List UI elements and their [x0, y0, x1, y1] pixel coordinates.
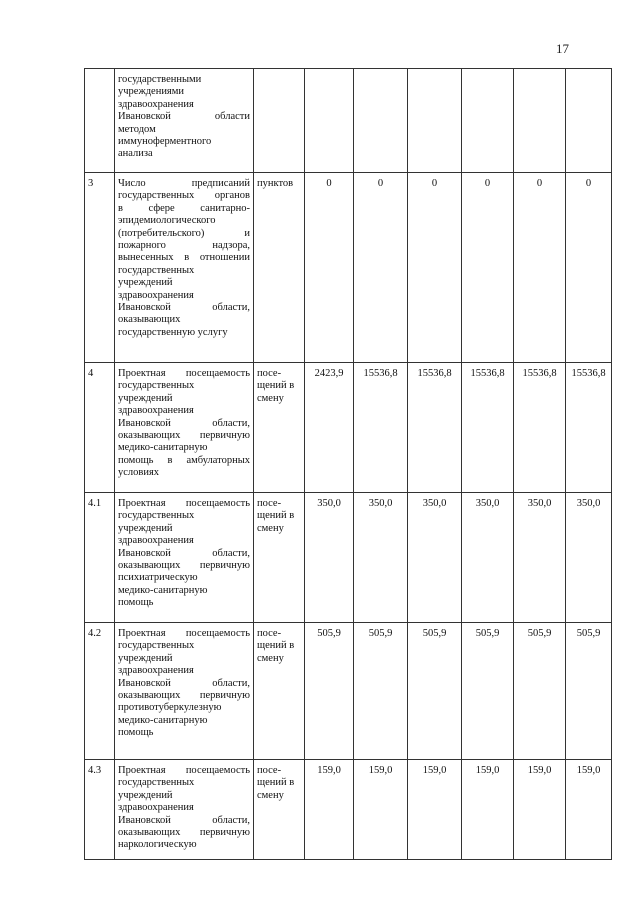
value-cell: 159,0	[462, 760, 514, 860]
table-row	[85, 173, 612, 363]
description-line: Проектная посещаемость	[118, 498, 250, 509]
description-line: оказывающих первичную	[118, 827, 250, 839]
value-cell: 159,0	[354, 760, 408, 860]
value-cell: 505,9	[462, 623, 514, 760]
value-cell: 350,0	[354, 493, 408, 623]
description-line: учреждениями	[118, 86, 185, 98]
description-line: государственных	[118, 510, 195, 522]
value-cell: 350,0	[305, 493, 354, 623]
description-line: Ивановской области,	[118, 302, 250, 314]
table-row	[85, 363, 612, 493]
description-line: Проектная посещаемость	[118, 368, 250, 379]
unit-cell: посе-щений в смену	[254, 760, 305, 860]
description-line: государственную услугу	[118, 326, 228, 338]
value-cell: 2423,9	[305, 363, 354, 493]
value-cell	[462, 69, 514, 173]
description-line: государственных	[118, 380, 195, 392]
description-line: (потребительского) и	[118, 227, 250, 239]
value-cell	[566, 69, 612, 173]
description-line: государственных	[118, 777, 195, 789]
value-cell: 0	[514, 173, 566, 363]
description-line: здравоохранения	[118, 665, 194, 677]
value-cell: 15536,8	[408, 363, 462, 493]
table-row	[85, 623, 612, 760]
value-cell: 159,0	[566, 760, 612, 860]
description-line: оказывающих первичную	[118, 560, 250, 572]
indicator-description-cell	[115, 363, 254, 493]
value-cell: 505,9	[408, 623, 462, 760]
value-cell: 159,0	[408, 760, 462, 860]
description-line: государственных	[118, 264, 195, 276]
value-cell: 0	[354, 173, 408, 363]
description-line: учреждений	[118, 522, 173, 534]
row-number-cell	[85, 69, 115, 173]
value-cell: 505,9	[566, 623, 612, 760]
description-line: Проектная посещаемость	[118, 765, 250, 776]
indicator-description-cell	[115, 493, 254, 623]
unit-cell: пунктов	[254, 173, 305, 363]
description-line: помощь	[118, 727, 154, 739]
value-cell: 350,0	[514, 493, 566, 623]
value-cell: 505,9	[305, 623, 354, 760]
row-number-cell: 3	[85, 173, 115, 363]
value-cell: 159,0	[305, 760, 354, 860]
description-line: медико-санитарную	[118, 714, 208, 726]
value-cell: 505,9	[354, 623, 408, 760]
description-line: оказывающих первичную	[118, 430, 250, 442]
unit-cell	[254, 69, 305, 173]
unit-cell: посе-щений в смену	[254, 363, 305, 493]
value-cell: 350,0	[408, 493, 462, 623]
indicator-description-cell	[115, 173, 254, 363]
description-line: Ивановской области,	[118, 417, 250, 429]
value-cell: 159,0	[514, 760, 566, 860]
value-cell: 15536,8	[514, 363, 566, 493]
description-line: Число предписаний	[118, 178, 250, 189]
indicators-table	[84, 68, 612, 860]
description-line: здравоохранения	[118, 98, 194, 110]
table-row	[85, 69, 612, 173]
description-line: учреждений	[118, 652, 173, 664]
description-line: Проектная посещаемость	[118, 628, 250, 639]
description-line: условиях	[118, 467, 160, 479]
description-line: Ивановской области,	[118, 677, 250, 689]
row-number-cell: 4.2	[85, 623, 115, 760]
description-line: наркологическую	[118, 839, 197, 851]
table-row	[85, 493, 612, 623]
row-number-cell: 4	[85, 363, 115, 493]
description-line: государственных органов	[118, 190, 250, 202]
description-line: вынесенных в отношении	[118, 252, 250, 264]
indicator-description-cell	[115, 760, 254, 860]
table-row	[85, 760, 612, 860]
description-line: оказывающих первичную	[118, 690, 250, 702]
description-line: помощь	[118, 597, 154, 609]
description-line: психиатрическую	[118, 572, 198, 584]
description-line: государственных	[118, 640, 195, 652]
value-cell	[354, 69, 408, 173]
row-number-cell: 4.1	[85, 493, 115, 623]
description-line: иммуноферментного	[118, 136, 212, 148]
description-line: учреждений	[118, 277, 173, 289]
description-line: в сфере санитарно-	[118, 202, 250, 214]
description-line: здравоохранения	[118, 405, 194, 417]
page-number: 17	[556, 41, 569, 56]
description-line: здравоохранения	[118, 289, 194, 301]
unit-cell: посе-щений в смену	[254, 493, 305, 623]
value-cell: 350,0	[566, 493, 612, 623]
description-line: противотуберкулезную	[118, 702, 222, 714]
value-cell	[305, 69, 354, 173]
description-line: Ивановской области	[118, 111, 250, 123]
description-line: Ивановской области,	[118, 547, 250, 559]
value-cell: 505,9	[514, 623, 566, 760]
description-line: пожарного надзора,	[118, 240, 250, 252]
description-line: помощь в амбулаторных	[118, 454, 250, 466]
description-line: Ивановской области,	[118, 814, 250, 826]
description-line: учреждений	[118, 392, 173, 404]
value-cell: 15536,8	[354, 363, 408, 493]
row-number-cell: 4.3	[85, 760, 115, 860]
description-line: здравоохранения	[118, 802, 194, 814]
value-cell: 0	[566, 173, 612, 363]
description-line: государственными	[118, 74, 202, 85]
description-line: оказывающих	[118, 314, 181, 326]
unit-cell: посе-щений в смену	[254, 623, 305, 760]
description-line: учреждений	[118, 789, 173, 801]
description-line: медико-санитарную	[118, 584, 208, 596]
description-line: методом	[118, 123, 156, 135]
description-line: медико-санитарную	[118, 442, 208, 454]
value-cell: 0	[305, 173, 354, 363]
description-line: анализа	[118, 148, 153, 160]
value-cell	[514, 69, 566, 173]
table-body	[85, 69, 612, 860]
value-cell: 0	[462, 173, 514, 363]
description-line: здравоохранения	[118, 535, 194, 547]
value-cell: 15536,8	[462, 363, 514, 493]
value-cell: 0	[408, 173, 462, 363]
value-cell	[408, 69, 462, 173]
value-cell: 350,0	[462, 493, 514, 623]
description-line: эпидемиологического	[118, 215, 216, 227]
value-cell: 15536,8	[566, 363, 612, 493]
indicator-description-cell	[115, 69, 254, 173]
indicator-description-cell	[115, 623, 254, 760]
